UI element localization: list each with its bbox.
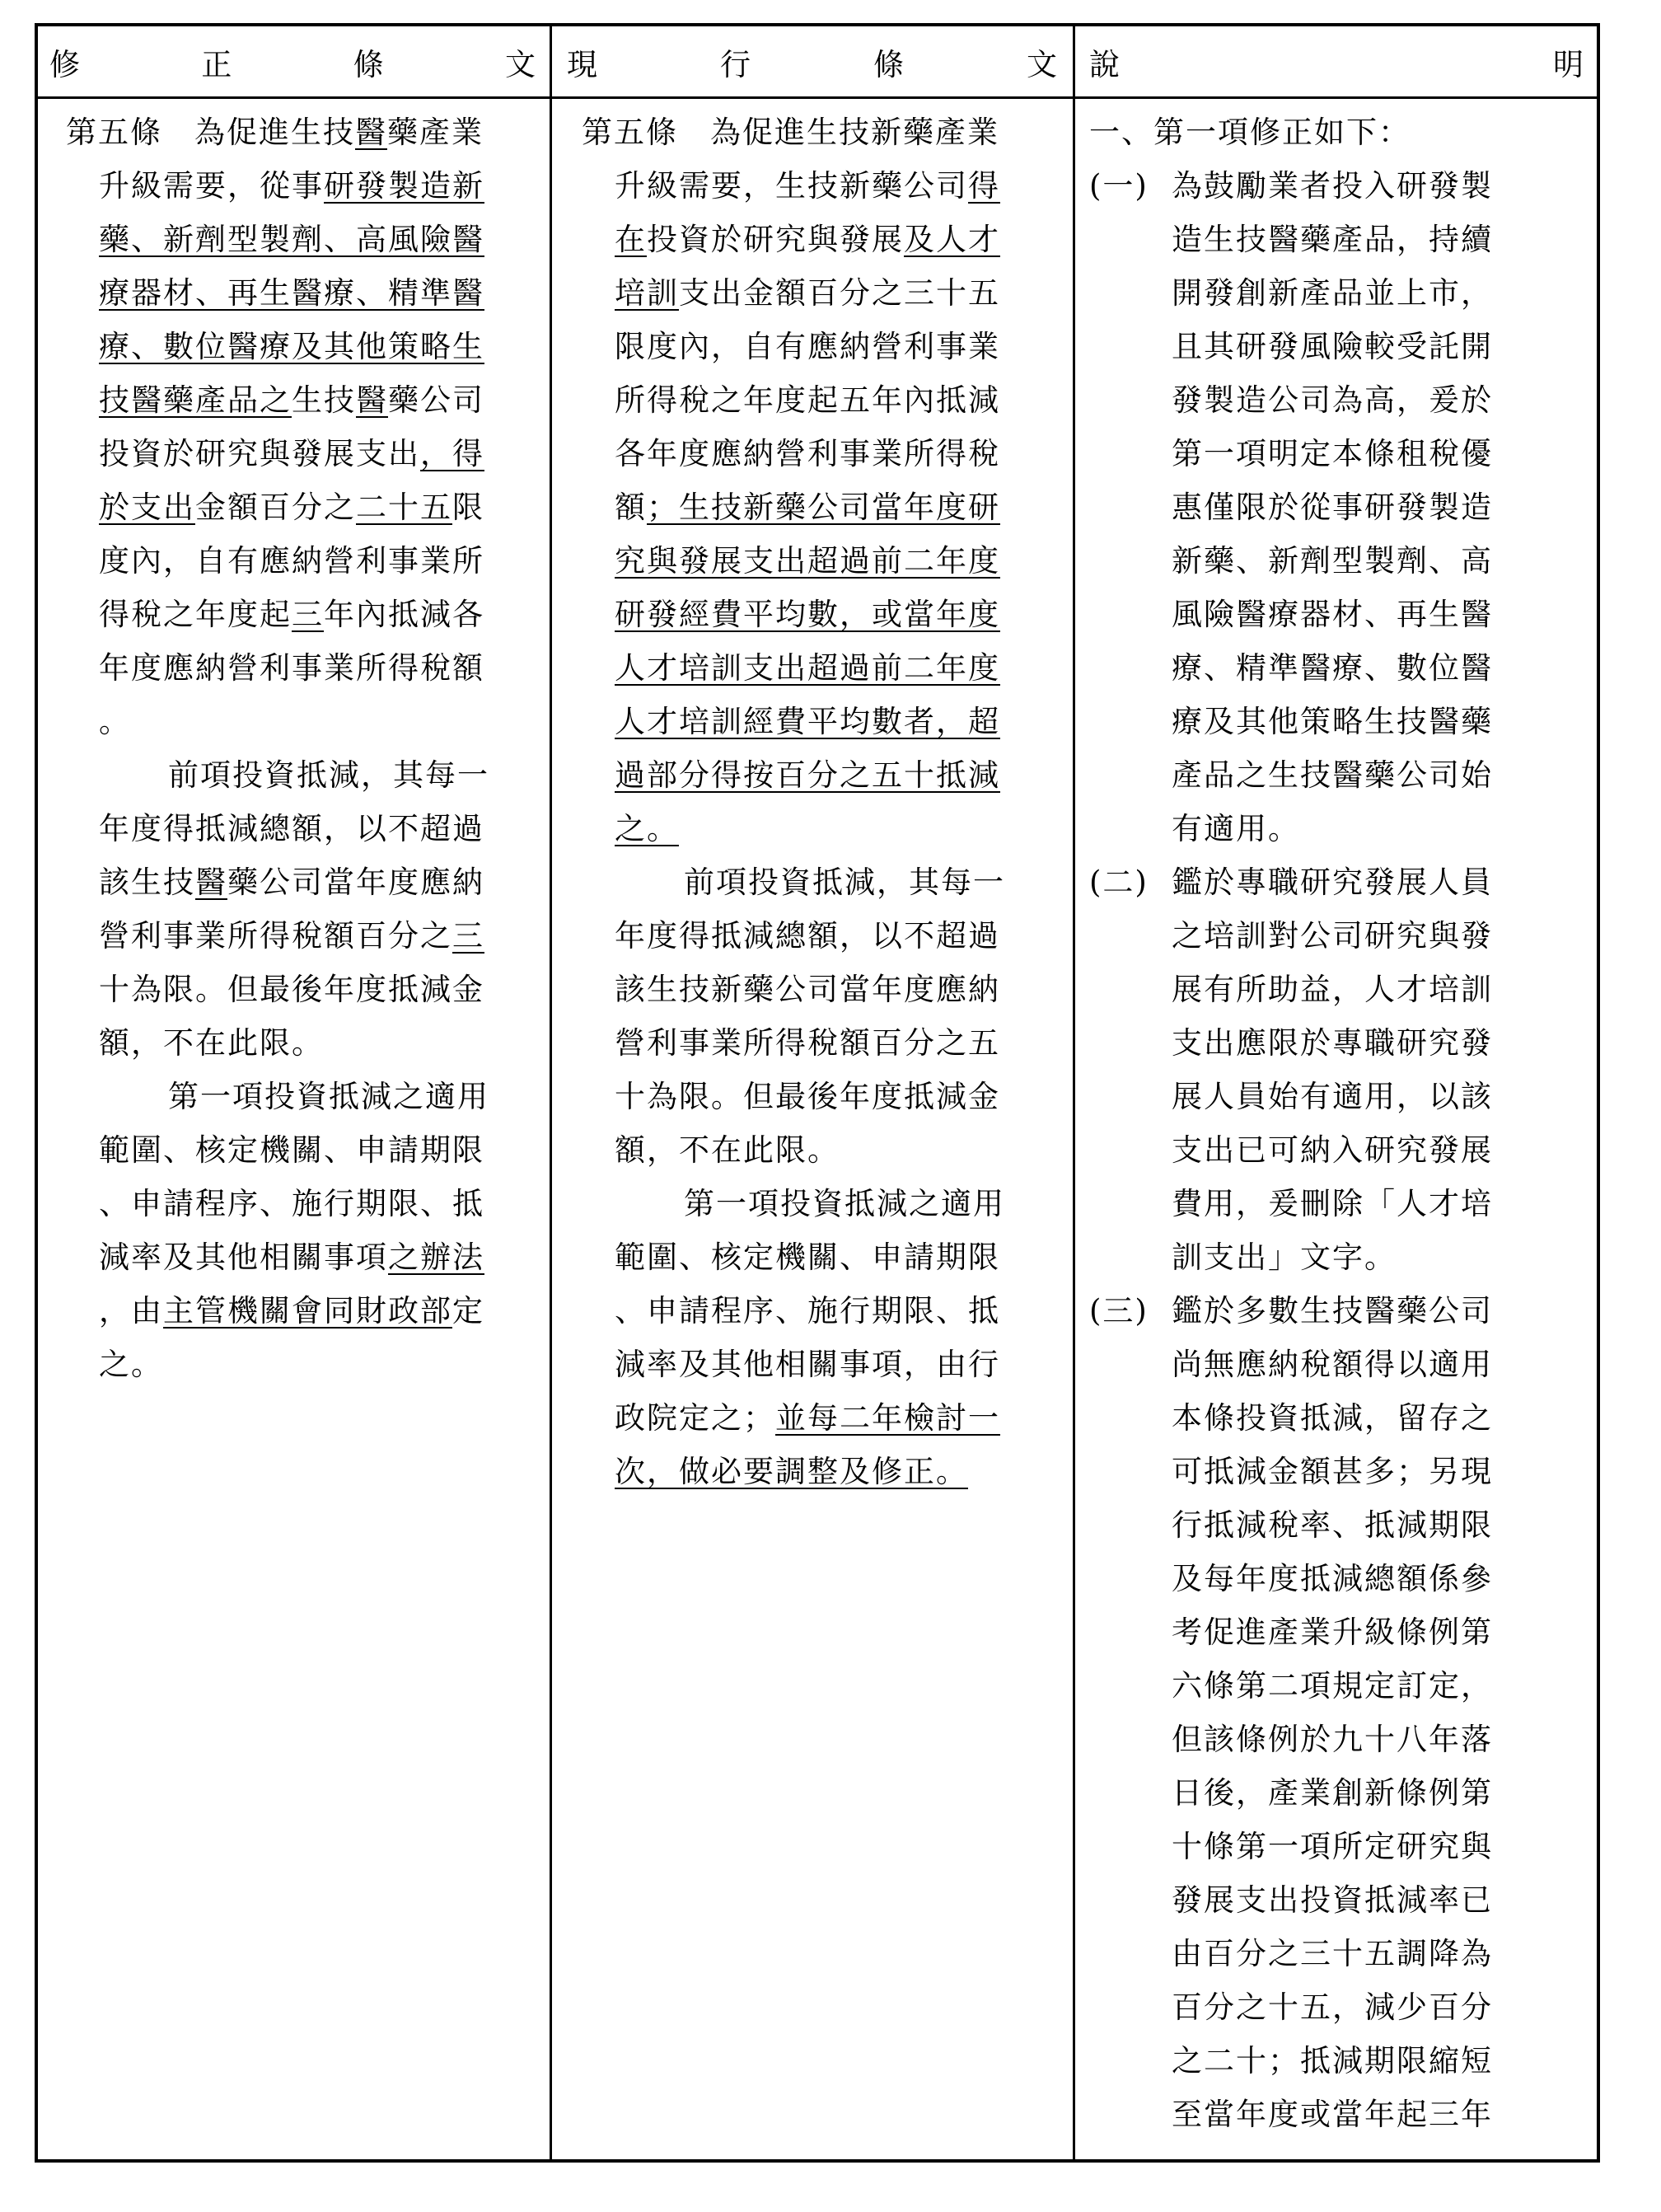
text-line: 。: [99, 704, 131, 739]
explanation-line: 鑑於專職研究發展人員: [1172, 865, 1493, 900]
explanation-line: 日後，產業創新條例第: [1172, 1775, 1493, 1811]
explanation-line: 造生技醫藥產品，持續: [1172, 222, 1493, 257]
text-line: 減率及其他相關事項，由行: [615, 1347, 1000, 1382]
explanation-line: 費用，爰刪除「人才培: [1172, 1186, 1493, 1221]
explanation-line: 療、精準醫療、數位醫: [1172, 650, 1493, 686]
text-line: ，由主管機關會同財政部定: [99, 1293, 484, 1329]
explanation-line: 第一項明定本條租稅優: [1172, 436, 1493, 471]
explanation-line: 風險醫療器材、再生醫: [1172, 597, 1493, 632]
explanation-line: 可抵減金額甚多；另現: [1172, 1454, 1493, 1489]
text-line: 人才培訓支出超過前二年度: [615, 650, 1000, 686]
explanation-line: 至當年度或當年起三年: [1172, 2097, 1493, 2132]
explanation-text: [1089, 105, 1592, 2141]
explanation-item-3: [1089, 1284, 1592, 2141]
explanation-line: 鑑於多數生技醫藥公司: [1172, 1293, 1493, 1329]
current-article-text: [582, 105, 1068, 1498]
explanation-line: 開發創新產品並上市，: [1172, 275, 1493, 311]
text-line: 第一項投資抵減之適用: [684, 1186, 1005, 1221]
explanation-line: 百分之十五，減少百分: [1172, 1989, 1493, 2025]
text-line: 範圍、核定機關、申請期限: [615, 1240, 1000, 1275]
text-line: 升級需要，生技新藥公司得: [615, 168, 1000, 204]
header-explanation: 說 明: [1089, 46, 1584, 82]
text-line: 第一項投資抵減之適用: [168, 1079, 489, 1114]
explanation-line: 產品之生技醫藥公司始: [1172, 757, 1493, 793]
explanation-line: 且其研發風險較受託開: [1172, 329, 1493, 364]
explanation-line: 及每年度抵減總額係參: [1172, 1561, 1493, 1596]
explanation-line: 十條第一項所定研究與: [1172, 1829, 1493, 1864]
text-line: 度內，自有應納營利事業所: [99, 543, 484, 579]
amended-article-text: [66, 105, 544, 1391]
text-line: 升級需要，從事研發製造新: [99, 168, 484, 204]
explanation-line: 尚無應納稅額得以適用: [1172, 1347, 1493, 1382]
text-line: 之。: [99, 1347, 163, 1382]
explanation-line: 展有所助益，人才培訓: [1172, 972, 1493, 1007]
text-line: 各年度應納營利事業所得稅: [615, 436, 1000, 471]
explanation-line: 考促進產業升級條例第: [1172, 1614, 1493, 1650]
explanation-line: 六條第二項規定訂定，: [1172, 1668, 1493, 1704]
text-line: 過部分得按百分之五十抵減: [615, 757, 1000, 793]
explanation-line: 但該條例於九十八年落: [1172, 1722, 1493, 1757]
text-line: 營利事業所得稅額百分之五: [615, 1025, 1000, 1061]
text-line: 之。: [615, 811, 679, 846]
comparison-table: [35, 23, 1600, 2163]
text-line: 減率及其他相關事項之辦法: [99, 1240, 484, 1275]
text-line: 藥、新劑型製劑、高風險醫: [99, 222, 484, 257]
header-current-text: 現 行 條 文: [567, 46, 1057, 82]
text-line: 於支出金額百分之二十五限: [99, 490, 484, 525]
explanation-line: 行抵減稅率、抵減期限: [1172, 1507, 1493, 1543]
explanation-line: 本條投資抵減，留存之: [1172, 1400, 1493, 1436]
header-divider: [38, 96, 1597, 99]
text-line: 所得稅之年度起五年內抵減: [615, 382, 1000, 418]
column-divider-1: [550, 26, 552, 2159]
text-line: 年度應納營利事業所得稅額: [99, 650, 484, 686]
text-line: 技醫藥產品之生技醫藥公司: [99, 382, 484, 418]
text-line: 額；生技新藥公司當年度研: [615, 490, 1000, 525]
explanation-line: 之二十；抵減期限縮短: [1172, 2043, 1493, 2078]
item-number: (二): [1089, 865, 1149, 900]
explanation-line: 展人員始有適用，以該: [1172, 1079, 1493, 1114]
text-line: 、申請程序、施行期限、抵: [615, 1293, 1000, 1329]
text-line: 、申請程序、施行期限、抵: [99, 1186, 484, 1221]
text-line: 十為限。但最後年度抵減金: [99, 972, 484, 1007]
text-line: 十為限。但最後年度抵減金: [615, 1079, 1000, 1114]
text-line: 限度內，自有應納營利事業: [615, 329, 1000, 364]
text-line: 該生技醫藥公司當年度應納: [99, 865, 484, 900]
text-line: 投資於研究與發展支出，得: [99, 436, 484, 471]
text-line: 究與發展支出超過前二年度: [615, 543, 1000, 579]
explanation-line: 有適用。: [1172, 811, 1300, 846]
text-line: 得稅之年度起三年內抵減各: [99, 597, 484, 632]
text-line: 培訓支出金額百分之三十五: [615, 275, 1000, 311]
text-line: 第五條 為促進生技醫藥產業: [66, 115, 484, 150]
text-line: 範圍、核定機關、申請期限: [99, 1132, 484, 1168]
item-number: (三): [1089, 1293, 1149, 1329]
text-line: 研發經費平均數，或當年度: [615, 597, 1000, 632]
header-amended-text: 修 正 條 文: [49, 46, 536, 82]
text-line: 營利事業所得稅額百分之三: [99, 918, 484, 954]
explanation-line: 發展支出投資抵減率已: [1172, 1882, 1493, 1918]
text-line: 第五條 為促進生技新藥產業: [582, 115, 999, 150]
text-line: 前項投資抵減，其每一: [684, 865, 1005, 900]
explanation-line: 療及其他策略生技醫藥: [1172, 704, 1493, 739]
explanation-item-2: [1089, 855, 1592, 1284]
text-line: 療、數位醫療及其他策略生: [99, 329, 484, 364]
explanation-line: 支出應限於專職研究發: [1172, 1025, 1493, 1061]
explanation-line: 發製造公司為高，爰於: [1172, 382, 1493, 418]
explanation-line: 支出已可納入研究發展: [1172, 1132, 1493, 1168]
column-divider-2: [1073, 26, 1075, 2159]
text-line: 人才培訓經費平均數者，超: [615, 704, 1000, 739]
text-line: 該生技新藥公司當年度應納: [615, 972, 1000, 1007]
explanation-line: 新藥、新劑型製劑、高: [1172, 543, 1493, 579]
intro-line: 一、第一項修正如下：: [1089, 115, 1411, 150]
text-line: 額，不在此限。: [99, 1025, 324, 1061]
item-number: (一): [1089, 168, 1149, 204]
text-line: 次，做必要調整及修正。: [615, 1454, 968, 1489]
text-line: 年度得抵減總額，以不超過: [615, 918, 1000, 954]
explanation-line: 為鼓勵業者投入研發製: [1172, 168, 1493, 204]
text-line: 前項投資抵減，其每一: [168, 757, 489, 793]
text-line: 政院定之；並每二年檢討一: [615, 1400, 1000, 1436]
text-line: 額，不在此限。: [615, 1132, 840, 1168]
text-line: 年度得抵減總額，以不超過: [99, 811, 484, 846]
text-line: 療器材、再生醫療、精準醫: [99, 275, 484, 311]
explanation-item-1: [1089, 159, 1592, 855]
explanation-line: 之培訓對公司研究與發: [1172, 918, 1493, 954]
explanation-line: 訓支出」文字。: [1172, 1240, 1397, 1275]
text-line: 在投資於研究與發展及人才: [615, 222, 1000, 257]
explanation-line: 惠僅限於從事研發製造: [1172, 490, 1493, 525]
explanation-line: 由百分之三十五調降為: [1172, 1936, 1493, 1971]
